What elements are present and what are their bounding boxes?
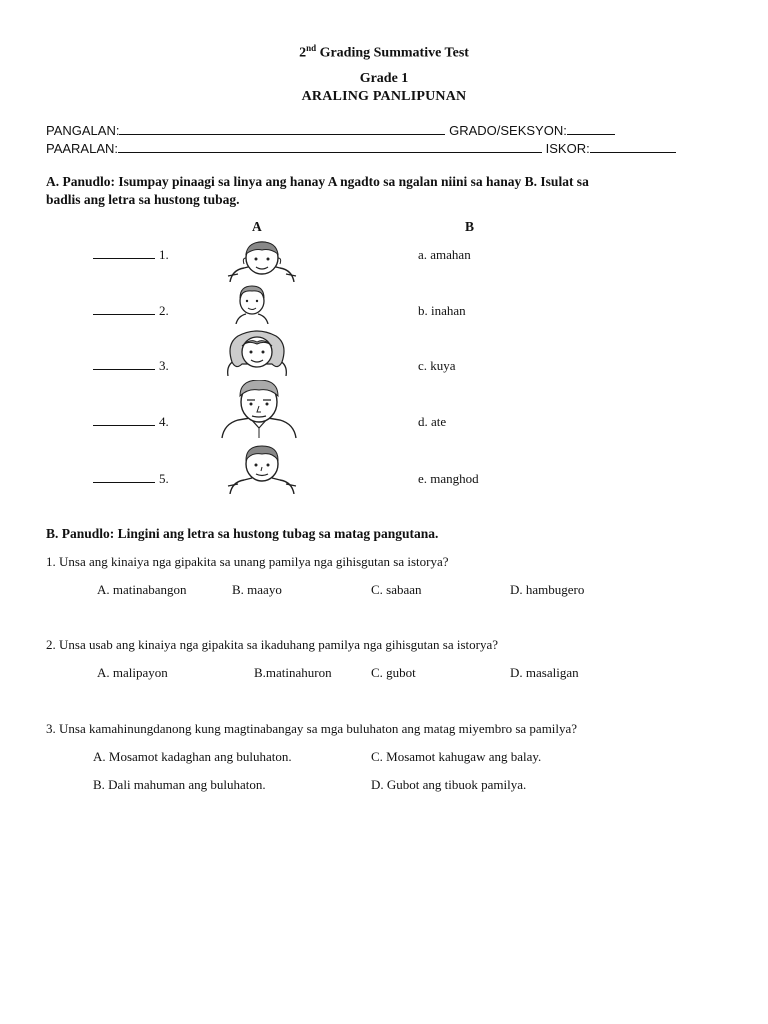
q3-option-b[interactable]: B. Dali mahuman ang buluhaton.: [93, 777, 266, 792]
q1-option-a[interactable]: A. matinabangon: [97, 582, 187, 597]
q3-option-a[interactable]: A. Mosamot kadaghan ang buluhaton.: [93, 749, 292, 764]
q1-option-b[interactable]: B. maayo: [232, 582, 282, 597]
subject-title: ARALING PANLIPUNAN: [301, 89, 467, 104]
part-a-instruction-2: badlis ang letra sa hustong tubag.: [46, 192, 240, 207]
answer-blank-3[interactable]: 3.: [93, 358, 169, 374]
test-title: 2nd Grading Summative Test: [299, 43, 469, 61]
choice-a: a. amahan: [418, 247, 471, 262]
q1-option-d[interactable]: D. hambugero: [510, 582, 585, 597]
q3-option-d[interactable]: D. Gubot ang tibuok pamilya.: [371, 777, 527, 792]
part-a-instruction-1: A. Panudlo: Isumpay pinaagi sa linya ang hanay A ngadto sa ngalan niini sa hanay B. Isulat sa: [46, 174, 589, 189]
answer-blank-4[interactable]: 4.: [93, 414, 169, 430]
q2-option-d[interactable]: D. masaligan: [510, 665, 579, 680]
column-a-header: A: [252, 219, 262, 234]
q2-option-b[interactable]: B.matinahuron: [254, 665, 332, 680]
woman-face-icon: [222, 330, 292, 376]
question-3: 3. Unsa kamahinungdanong kung magtinabangay sa mga buluhaton ang matag miyembro sa pamilya?: [46, 721, 578, 736]
answer-blank-2[interactable]: 2.: [93, 303, 169, 319]
young-man-face-icon: [226, 444, 298, 494]
child-face-icon: [232, 284, 272, 324]
q3-option-c[interactable]: C. Mosamot kahugaw ang balay.: [371, 749, 542, 764]
q2-option-a[interactable]: A. malipayon: [97, 665, 168, 680]
man-face-icon: [220, 380, 298, 440]
question-2: 2. Unsa usab ang kinaiya nga gipakita sa ikaduhang pamilya nga gihisgutan sa istorya?: [46, 637, 498, 652]
part-b-instruction: B. Panudlo: Lingini ang letra sa hustong tubag sa matag pangutana.: [46, 526, 439, 541]
grade-label: Grade 1: [359, 71, 409, 86]
choice-d: d. ate: [418, 414, 447, 429]
boy-face-icon: [226, 240, 298, 282]
question-1: 1. Unsa ang kinaiya nga gipakita sa unang pamilya nga gihisgutan sa istorya?: [46, 554, 449, 569]
answer-blank-5[interactable]: 5.: [93, 471, 169, 487]
choice-c: c. kuya: [418, 358, 456, 373]
school-field: PAARALAN: ISKOR:: [46, 140, 676, 156]
choice-e: e. manghod: [418, 471, 479, 486]
choice-b: b. inahan: [418, 303, 466, 318]
answer-blank-1[interactable]: 1.: [93, 247, 169, 263]
q1-option-c[interactable]: C. sabaan: [371, 582, 422, 597]
name-field: PANGALAN: GRADO/SEKSYON:: [46, 122, 615, 138]
q2-option-c[interactable]: C. gubot: [371, 665, 416, 680]
column-b-header: B: [465, 219, 475, 234]
